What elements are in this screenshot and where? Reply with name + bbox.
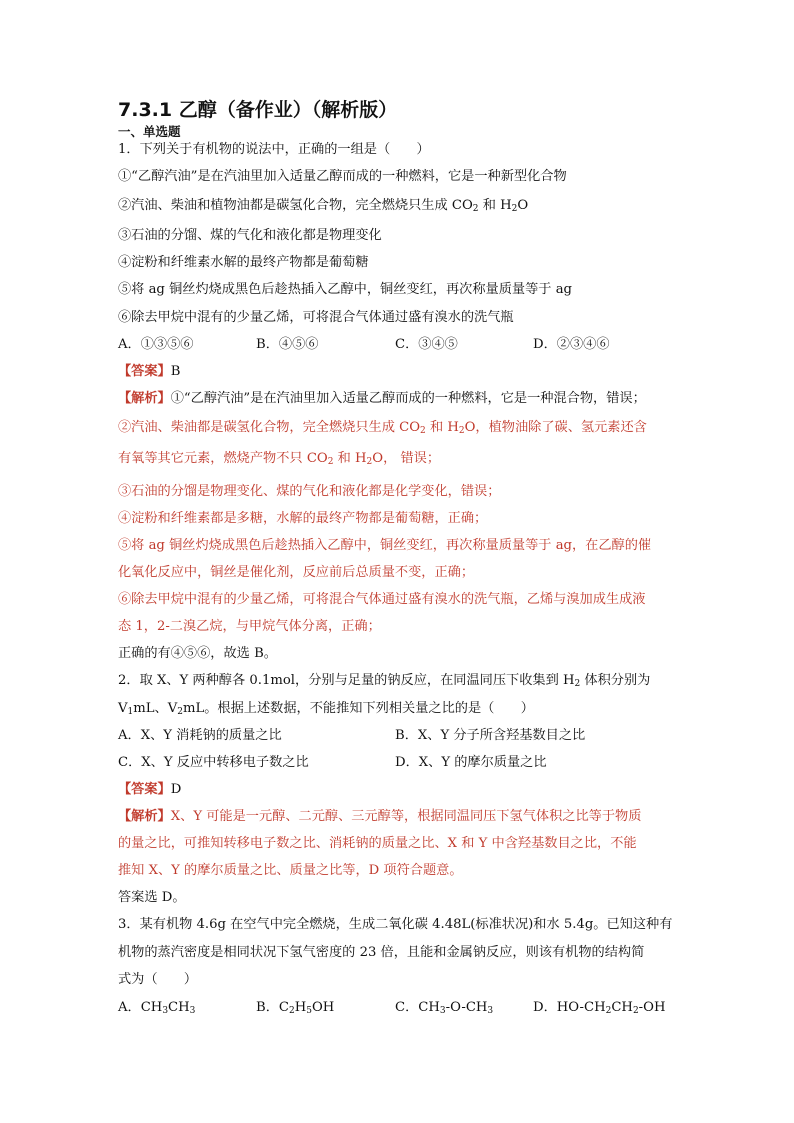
q2-analysis-2: 的量之比，可推知转移电子数之比、消耗钠的质量之比、X 和 Y 中含羟基数目之比，不能 — [118, 836, 637, 851]
q2-stem-1: 2．取 X、Y 两种醇各 0.1mol，分别与足量的钠反应，在同温同压下收集到 $H_2$ 体积分别为 — [118, 673, 651, 689]
q1-analysis-5: ⑤将 ag 铜丝灼烧成黑色后趁热插入乙醇中，铜丝变红，再次称量质量等于 ag，在乙醇的催 — [118, 538, 652, 553]
q1-option-d: D．②③④⑥ — [533, 337, 610, 352]
q1-analysis-2b: 有氧等其它元素，燃烧产物不只 $CO_2$ 和 $H_2O$， 错误； — [118, 451, 441, 467]
section-heading: 一、单选题 — [118, 124, 181, 139]
page-title: 7.3.1 乙醇（备作业）（解析版） — [118, 99, 398, 121]
q1-statement-2: ②汽油、柴油和植物油都是碳氢化合物，完全燃烧只生成 $CO_2$ 和 $H_2O$ — [118, 198, 529, 214]
q1-conclusion: 正确的有④⑤⑥，故选 B。 — [118, 646, 277, 661]
q1-analysis-1: 【解析】①“乙醇汽油”是在汽油里加入适量乙醇而成的一种燃料，它是一种混合物，错误； — [118, 391, 646, 406]
q1-analysis-4: ④淀粉和纤维素都是多糖，水解的最终产物都是葡萄糖，正确； — [118, 511, 488, 526]
q1-statement-4: ④淀粉和纤维素水解的最终产物都是葡萄糖 — [118, 255, 369, 270]
q3-option-d: D．$HO-CH_2CH_2-OH$ — [533, 1000, 666, 1016]
q2-conclusion: 答案选 D。 — [118, 890, 186, 905]
q2-option-a: A．X、Y 消耗钠的质量之比 — [118, 728, 282, 743]
q2-option-b: B．X、Y 分子所含羟基数目之比 — [395, 728, 586, 743]
q2-option-d: D．X、Y 的摩尔质量之比 — [395, 755, 547, 770]
q1-analysis-3: ③石油的分馏是物理变化、煤的气化和液化都是化学变化，错误； — [118, 484, 501, 499]
q2-answer: 【答案】D — [118, 782, 182, 797]
q2-analysis-3: 推知 X、Y 的摩尔质量之比、质量之比等，D 项符合题意。 — [118, 863, 463, 878]
q1-answer: 【答案】B — [118, 364, 181, 379]
q1-analysis-6: ⑥除去甲烷中混有的少量乙烯，可将混合气体通过盛有溴水的洗气瓶，乙烯与溴加成生成液 — [118, 592, 646, 607]
q1-statement-3: ③石油的分馏、煤的气化和液化都是物理变化 — [118, 228, 382, 243]
q1-analysis-5b: 化氧化反应中，铜丝是催化剂，反应前后总质量不变，正确； — [118, 565, 475, 580]
q1-analysis-6b: 态 1，2-二溴乙烷，与甲烷气体分离，正确； — [118, 619, 381, 634]
q2-option-c: C．X、Y 反应中转移电子数之比 — [118, 755, 309, 770]
q2-stem-2: $V_1mL$、$V_2mL$。根据上述数据，不能推知下列相关量之比的是（ ） — [118, 701, 534, 717]
q2-analysis-1: 【解析】X、Y 可能是一元醇、二元醇、三元醇等，根据同温同压下氢气体积之比等于物质 — [118, 809, 642, 824]
q1-option-a: A．①③⑤⑥ — [118, 337, 194, 352]
q1-stem: 1．下列关于有机物的说法中，正确的一组是（ ） — [118, 142, 430, 157]
q1-analysis-2: ②汽油、柴油都是碳氢化合物，完全燃烧只生成 $CO_2$ 和 $H_2O$，植物油除了碳、氢元素还含 — [118, 420, 647, 436]
q3-stem-2: 机物的蒸汽密度是相同状况下氢气密度的 23 倍，且能和金属钠反应，则该有机物的结构简 — [118, 945, 645, 960]
q3-stem-3: 式为（ ） — [118, 972, 198, 987]
q3-option-a: A．$CH_3CH_3$ — [118, 1000, 196, 1016]
q1-option-b: B．④⑤⑥ — [256, 337, 319, 352]
q1-statement-1: ①“乙醇汽油”是在汽油里加入适量乙醇而成的一种燃料，它是一种新型化合物 — [118, 169, 567, 184]
q1-statement-5: ⑤将 ag 铜丝灼烧成黑色后趁热插入乙醇中，铜丝变红，再次称量质量等于 ag — [118, 282, 572, 297]
q3-option-c: C．$CH_3-O-CH_3$ — [395, 1000, 494, 1016]
q1-option-c: C．③④⑤ — [395, 337, 458, 352]
q3-stem-1: 3．某有机物 4.6g 在空气中完全燃烧，生成二氧化碳 4.48L(标准状况)和水 5.4g。已知这种有 — [118, 917, 673, 932]
q1-statement-6: ⑥除去甲烷中混有的少量乙烯，可将混合气体通过盛有溴水的洗气瓶 — [118, 310, 514, 325]
q3-option-b: B．$C_2H_5OH$ — [256, 1000, 335, 1016]
